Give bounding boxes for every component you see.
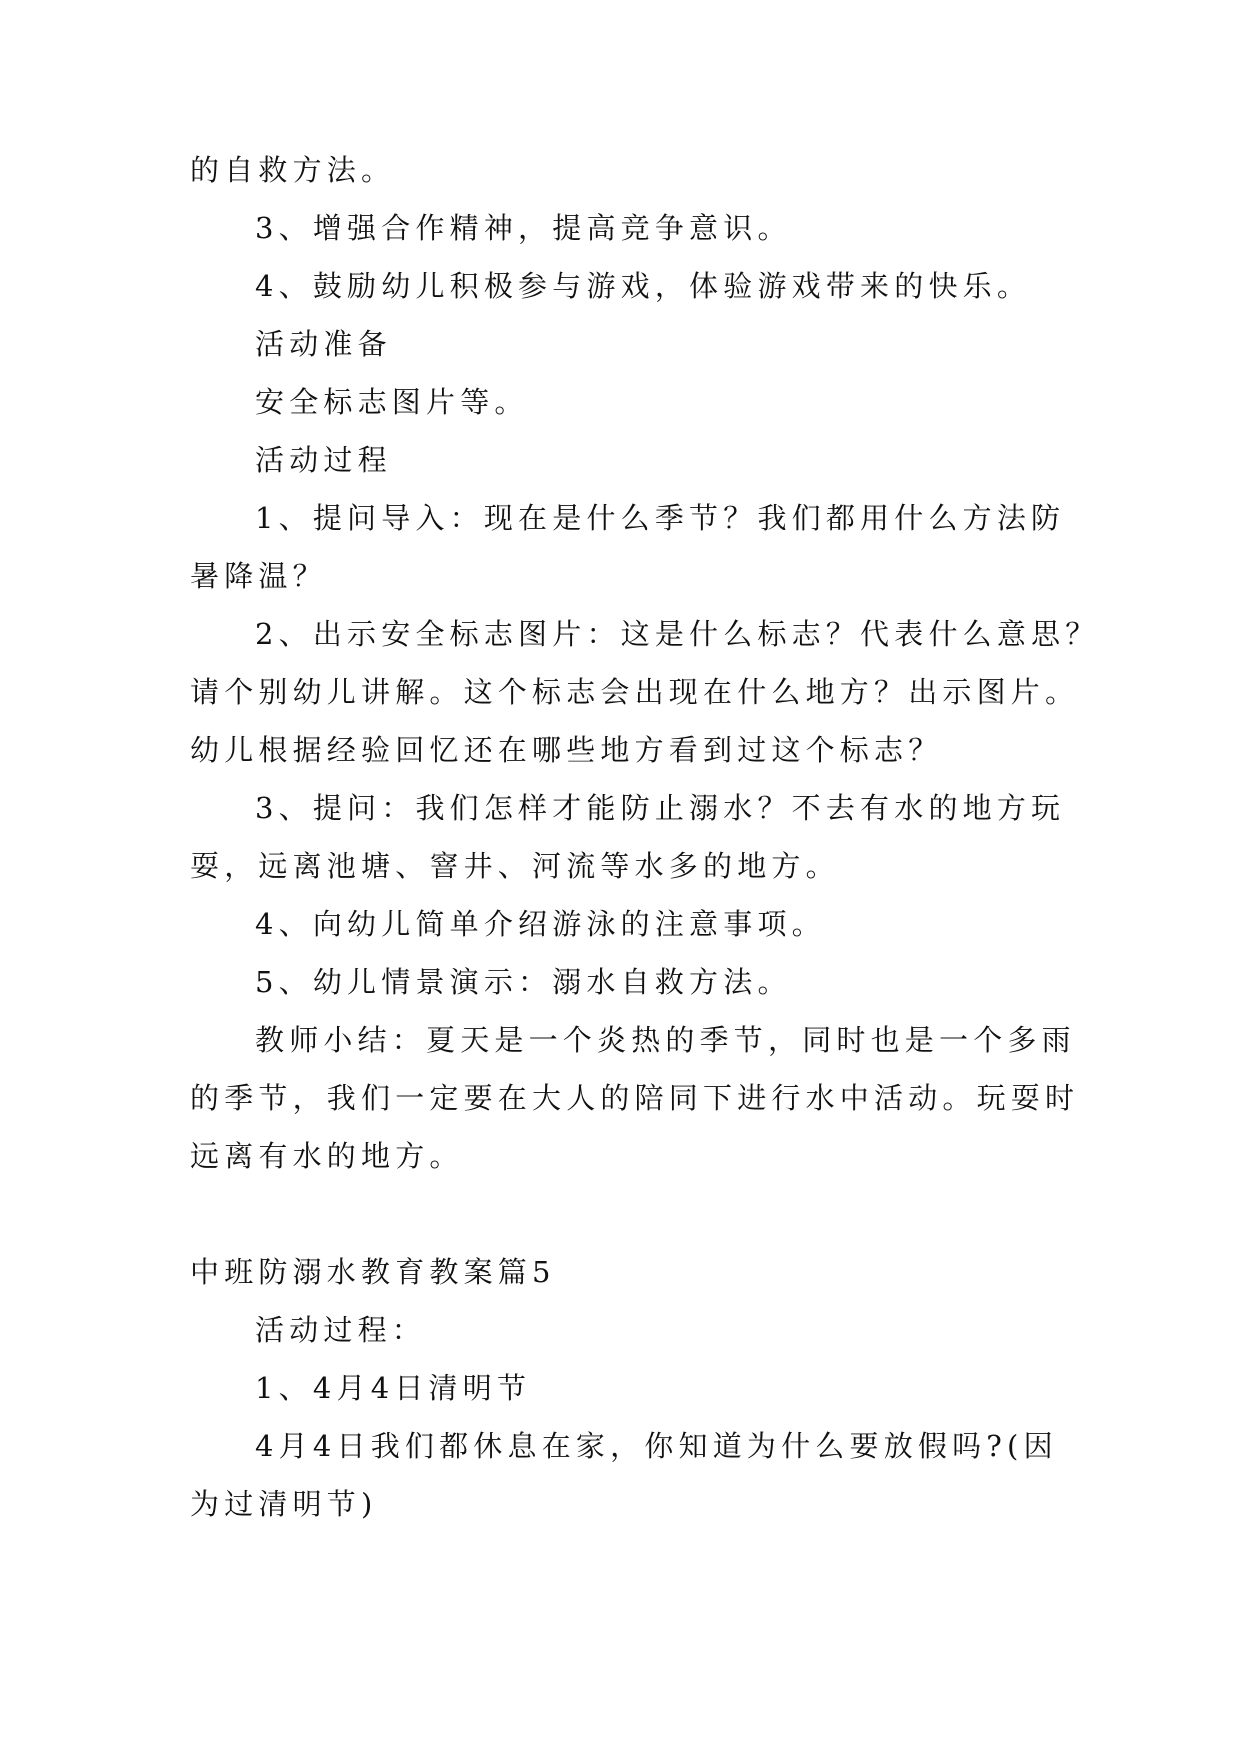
article-heading: 中班防溺水教育教案篇5 xyxy=(190,1255,556,1289)
text-line: 幼儿根据经验回忆还在哪些地方看到过这个标志？ xyxy=(190,733,943,767)
text-line: 安全标志图片等。 xyxy=(255,385,529,419)
text-line: 的自救方法。 xyxy=(190,153,396,187)
section-heading: 活动过程： xyxy=(255,1313,427,1347)
section-heading: 活动准备 xyxy=(255,327,392,361)
text-line: 的季节，我们一定要在大人的陪同下进行水中活动。玩耍时 xyxy=(190,1081,1080,1115)
text-line: 4月4日我们都休息在家，你知道为什么要放假吗?(因 xyxy=(255,1429,1058,1463)
text-line: 耍，远离池塘、窨井、河流等水多的地方。 xyxy=(190,849,840,883)
section-heading: 活动过程 xyxy=(255,443,392,477)
text-line: 3、增强合作精神，提高竞争意识。 xyxy=(255,211,792,245)
text-line: 教师小结：夏天是一个炎热的季节，同时也是一个多雨 xyxy=(255,1023,1076,1057)
text-line: 3、提问：我们怎样才能防止溺水？不去有水的地方玩 xyxy=(255,791,1066,825)
text-line: 5、幼儿情景演示：溺水自救方法。 xyxy=(255,965,792,999)
text-line: 远离有水的地方。 xyxy=(190,1139,464,1173)
text-line: 为过清明节) xyxy=(190,1487,378,1521)
text-line: 1、提问导入：现在是什么季节？我们都用什么方法防 xyxy=(255,501,1066,535)
text-line: 暑降温？ xyxy=(190,559,327,593)
text-line: 请个别幼儿讲解。这个标志会出现在什么地方？出示图片。 xyxy=(190,675,1080,709)
text-line: 4、鼓励幼儿积极参与游戏，体验游戏带来的快乐。 xyxy=(255,269,1032,303)
text-line: 2、出示安全标志图片：这是什么标志？代表什么意思？ xyxy=(255,617,1100,651)
text-line: 1、4月4日清明节 xyxy=(255,1371,532,1405)
text-line: 4、向幼儿简单介绍游泳的注意事项。 xyxy=(255,907,826,941)
